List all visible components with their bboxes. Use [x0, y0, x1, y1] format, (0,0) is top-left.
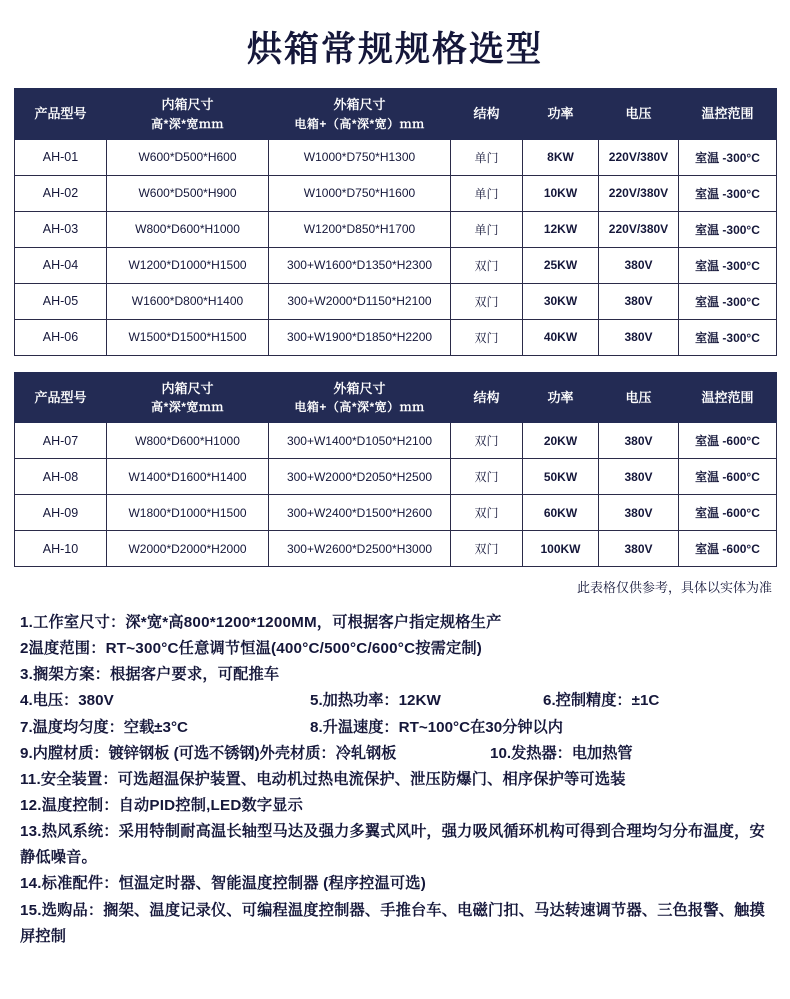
table-row: AH-02 W600*D500*H900 W1000*D750*H1600 单门 10KW 220V/380V 室温 -300°C [15, 175, 777, 211]
th-temp-range: 温控范围 [679, 372, 777, 423]
table-row: AH-10 W2000*D2000*H2000 300+W2600*D2500*H3000 双门 100KW 380V 室温 -600°C [15, 531, 777, 567]
note-11: 11.安全装置：可选超温保护装置、电动机过热电流保护、泄压防爆门、相序保护等可选装 [20, 770, 626, 788]
note-12: 12.温度控制：自动PID控制,LED数字显示 [20, 796, 304, 814]
th-structure: 结构 [451, 372, 523, 423]
spec-table-300c [14, 88, 777, 356]
note-row-9-10 [20, 741, 776, 767]
th-power: 功率 [523, 89, 599, 140]
table-row: AH-08 W1400*D1600*H1400 300+W2000*D2050*H2500 双门 50KW 380V 室温 -600°C [15, 459, 777, 495]
note-3: 3.搁架方案：根据客户要求，可配推车 [20, 666, 280, 684]
page-title: 烘箱常规规格选型 [246, 30, 543, 69]
th-voltage: 电压 [599, 89, 679, 140]
note-row-7-8 [20, 715, 776, 741]
table-row: AH-01 W600*D500*H600 W1000*D750*H1300 单门 8KW 220V/380V 室温 -300°C [15, 139, 777, 175]
th-inner-size: 内箱尺寸 高*深*宽ｍｍ [107, 372, 269, 423]
table-row: AH-07 W800*D600*H1000 300+W1400*D1050*H2100 双门 20KW 380V 室温 -600°C [15, 423, 777, 459]
table-row: AH-06 W1500*D1500*H1500 300+W1900*D1850*H2200 双门 40KW 380V 室温 -300°C [15, 319, 777, 355]
th-power: 功率 [523, 372, 599, 423]
table-row: AH-05 W1600*D800*H1400 300+W2000*D1150*H2100 双门 30KW 380V 室温 -300°C [15, 283, 777, 319]
note-14: 14.标准配件：恒温定时器、智能温度控制器 (程序控温可选) [20, 875, 426, 893]
th-temp-range: 温控范围 [679, 89, 777, 140]
th-structure: 结构 [451, 89, 523, 140]
note-1: 1.工作室尺寸：深*宽*高800*1200*1200MM，可根据客户指定规格生产 [20, 614, 502, 631]
spec-table-600c [14, 372, 777, 568]
note-4: 4.电压：380V [20, 692, 114, 710]
th-outer-size: 外箱尺寸 电箱+（高*深*宽）ｍｍ [269, 89, 451, 140]
th-outer-size: 外箱尺寸 电箱+（高*深*宽）ｍｍ [269, 372, 451, 423]
th-model: 产品型号 [15, 372, 107, 423]
note-10: 10.发热器：电加热管 [490, 744, 633, 762]
note-9: 9.内膛材质：镀锌钢板 (可选不锈钢)外壳材质：冷轧钢板 [20, 744, 397, 762]
table-row: AH-09 W1800*D1000*H1500 300+W2400*D1500*H2600 双门 60KW 380V 室温 -600°C [15, 495, 777, 531]
table-footnote: 此表格仅供参考，具体以实体为准 [576, 580, 772, 595]
note-15: 15.选购品：搁架、温度记录仪、可编程温度控制器、手推台车、电磁门扣、马达转速调节器、三色报警、触摸屏控制 [20, 901, 765, 945]
table-row: AH-04 W1200*D1000*H1500 300+W1600*D1350*H2300 双门 25KW 380V 室温 -300°C [15, 247, 777, 283]
note-6: 6.控制精度：±1C [543, 692, 660, 710]
th-inner-size: 内箱尺寸 高*深*宽ｍｍ [107, 89, 269, 140]
note-5: 5.加热功率：12KW [310, 692, 441, 710]
th-model: 产品型号 [15, 89, 107, 140]
note-8: 8.升温速度：RT~100°C在30分钟以内 [310, 718, 563, 736]
note-13: 13.热风系统：采用特制耐高温长轴型马达及强力多翼式风叶，强力吸风循环机构可得到合理均匀分布温度，安静低噪音。 [20, 823, 765, 867]
table-row: AH-03 W800*D600*H1000 W1200*D850*H1700 单门 12KW 220V/380V 室温 -300°C [15, 211, 777, 247]
table-header-row [15, 372, 777, 423]
note-2: 2温度范围：RT~300°C任意调节恒温(400°C/500°C/600°C按需定制) [20, 640, 483, 658]
note-7: 7.温度均匀度：空载±3°C [20, 718, 188, 736]
specification-notes [14, 610, 776, 950]
th-voltage: 电压 [599, 372, 679, 423]
table-header-row [15, 89, 777, 140]
note-row-4-5-6 [20, 688, 776, 714]
